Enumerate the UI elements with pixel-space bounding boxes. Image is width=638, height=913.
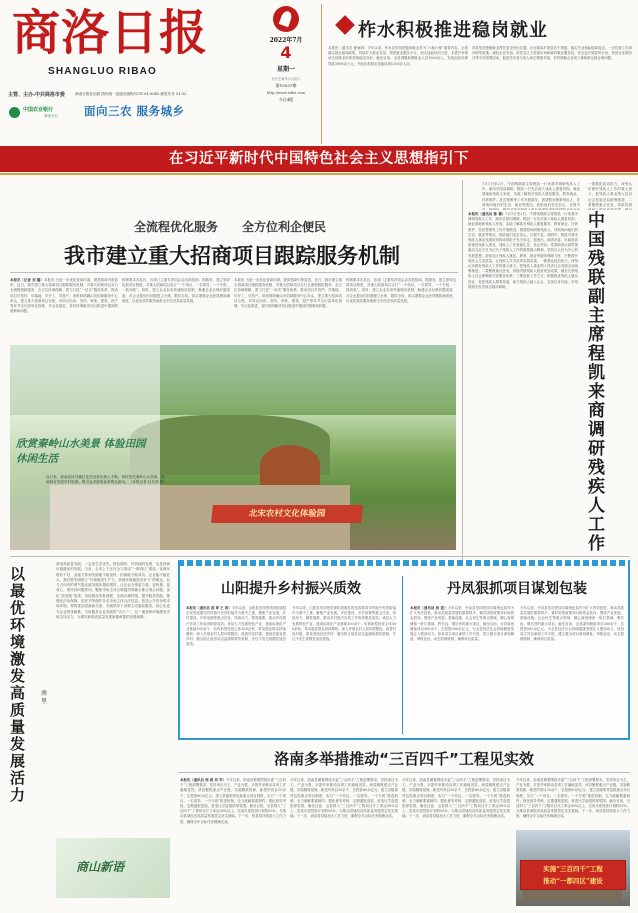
website: http://www.slrbs.com: [267, 91, 305, 95]
top-story-text-2: 该县坚持把稳就业摆在更加突出位置，出台稳岗扩就业若干措施，落实失业保险稳岗返还、一次性留工培训补助等政策，减轻企业负担。依托县人力资源市场和镇村就业服务站，常态化开展春风行动、民营企业服务月等专项招聘活动，促进劳动者与用人单位精准对接，有效缓解企业用工难和群众就业难问题。: [472, 46, 632, 61]
theme-banner-text: 在习近平新时代中国特色社会主义思想指引下: [169, 151, 469, 167]
logo-emblem-icon: [273, 6, 299, 32]
bottom-photo-banner: [520, 860, 626, 890]
date-box: [254, 4, 318, 122]
bottom-text-4: 今年以来，洛南县紧紧围绕市委“三百四千”工程部署要求，坚持项目为王、产业为要，多措并举推动各项工作落地见效。该县聚焦重点产业链，实施精准招商，新签约项目20余个，总投资80余亿元；建立县级领导包抓重点项目制度，实行“一个项目、一名领导、一个专班”推进机制，全力破解要素制约；强化督导考核，定期通报进展，营造比学赶超浓厚氛围。截至目前，全县纳入“三百四千”工程项目开工率达90%以上，完成年度投资计划的55%，为推动县域经济高质量发展奠定坚实基础。下一步，该县将持续加大工作力度，确保全年目标任务圆满完成。: [516, 778, 630, 819]
issue-number: 第10037期: [275, 83, 297, 88]
commentary-logo-text: 商山新语: [76, 860, 125, 874]
bottom-headline: 洛南多举措推动“三百四千”工程见实效: [274, 750, 534, 768]
commentary-author: 南 里: [41, 690, 48, 705]
commentary-text: 商洛高质量发展，一定是生态优先、绿色循环、可持续的发展，也是营商环境最优的发展。当前，全市上下正在全力推动“一都四区”建设，营商环境好不好，直接关系到发展能不能加快、招商能不能成功、企业能不能壮大。我们要牢固树立“环境就是生产力、营商环境就是竞争力”的理念，以刀刃向内的勇气推动政务服务提质增效，让企业办事更方便、更快捷、更省心。要坚持问题导向，聚焦市场主体反映强烈的痛点难点堵点问题，深化“放管服”改革，持续简化审批流程，压缩办理时限，提升服务效能。要强化法治保障，依法平等保护各类市场主体合法权益，营造公平竞争的市场环境。要构建亲清政商关系，各级领导干部要主动靠前服务，真心实意为企业排忧解难，当好服务企业发展的“店小二”，以一流营商环境激发市场主体活力，为谱写商洛高质量发展新篇章提供坚强保障。: [56, 562, 170, 619]
bottom-text-3: 今年以来，洛南县紧紧围绕市委“三百四千”工程部署要求，坚持项目为王、产业为要，多措并举推动各项工作落地见效。该县聚焦重点产业链，实施精准招商，新签约项目20余个，总投资80余亿元；建立县级领导包抓重点项目制度，实行“一个项目、一名领导、一个专班”推进机制，全力破解要素制约；强化督导考核，定期通报进展，营造比学赶超浓厚氛围。截至目前，全县纳入“三百四千”工程项目开工率达90%以上，完成年度投资计划的55%，为推动县域经济高质量发展奠定坚实基础。下一步，该县将持续加大工作力度，确保全年目标任务圆满完成。: [402, 778, 510, 819]
issue-date: 2022年7月: [269, 37, 303, 44]
box-left-headline: 山阳提升乡村振兴质效: [221, 581, 361, 597]
publication-code: 商洛日报社出版 国内统一连续出版物号CN 61-0045 邮发代号 51-32: [75, 92, 187, 96]
lead-text-3: 本报讯 为进一步优化营商环境，提高招商引资质效，近日，我市建立重大招商项目跟踪服务机制，对重大招商项目实行全流程跟踪服务、全方位协调保障，着力打造“一站式”服务体系，推动项目早签约、早落地、早开工、早投产。该机制明确由市招商服务中心牵头，建立重大招商项目台账，对项目洽谈、签约、审批、建设、投产等环节实行清单化管理、节点化推进，及时协调解决项目推进中遇到的困难和问题。: [234, 278, 342, 309]
issue-day: 4: [280, 43, 292, 62]
issue-weekday: 星期一: [276, 66, 295, 73]
box-right-byline: 本报讯（通讯员 杨 波）: [410, 606, 448, 610]
bank-logo-icon: [9, 107, 20, 118]
lead-photo: [10, 345, 456, 550]
bottom-text-1: 本报讯（通讯员 杨 莉 刘 军）今年以来，洛南县紧紧围绕市委“三百四千”工程部署要求，坚持项目为王、产业为要，多措并举推动各项工作落地见效。该县聚焦重点产业链，实施精准招商，新签约项目20余个，总投资80余亿元；建立县级领导包抓重点项目制度，实行“一个项目、一名领导、一个专班”推进机制，全力破解要素制约；强化督导考核，定期通报进展，营造比学赶超浓厚氛围。截至目前，全县纳入“三百四千”工程项目开工率达90%以上，完成年度投资计划的55%，为推动县域经济高质量发展奠定坚实基础。下一步，该县将持续加大工作力度，确保全年目标任务圆满完成。: [180, 778, 286, 824]
bottom-text-2: 今年以来，洛南县紧紧围绕市委“三百四千”工程部署要求，坚持项目为王、产业为要，多措并举推动各项工作落地见效。该县聚焦重点产业链，实施精准招商，新签约项目20余个，总投资80余亿元；建立县级领导包抓重点项目制度，实行“一个项目、一名领导、一个专班”推进机制，全力破解要素制约；强化督导考核，定期通报进展，营造比学赶超浓厚氛围。截至目前，全县纳入“三百四千”工程项目开工率达90%以上，完成年度投资计划的55%，为推动县域经济高质量发展奠定坚实基础。下一步，该县将持续加大工作力度，确保全年目标任务圆满完成。: [290, 778, 398, 819]
lunar-date: 农历壬寅年六月初六: [271, 77, 301, 81]
top-story-headline: 柞水积极推进稳岗就业: [358, 20, 548, 41]
lead-text-4: 机制要求各县区、各部门主要负责同志亲自抓招商、抓服务，建立领导包抓项目制度，对重大招商项目实行“一个项目、一名领导、一个专班、一抓到底”。同时，建立企业诉求快速响应机制，畅通企业反映问题渠道，对企业提出的问题建立台账、限时办结，切实增强企业获得感和满意度，以优质高效服务助推全市经济高质量发展。: [346, 278, 456, 303]
box-right-text-2: 今年以来，丹凤县坚持把项目谋划包装作为扩大有效投资、推动高质量发展的重要抓手，紧盯国家政策导向和资金投向，围绕产业发展、基础设施、社会民生等重点领域，精心谋划储备一批打基础、利长远、增后劲的重大项目。截至目前，全县谋划储备项目300余个，总投资500余亿元，为全县经济社会持续健康发展注入强劲动力。该县成立项目谋划工作专班，建立健全项目谋划储备、审核论证、动态管理机制，确保项目质量。: [520, 606, 624, 642]
page-count: 今日4版: [278, 97, 294, 102]
bottom-photo: [516, 830, 630, 906]
photo-sign: 北宋农村文化体验园: [211, 505, 363, 523]
photo-caption-title: 欣赏秦岭山水美景 体验田园休闲生活: [16, 438, 146, 465]
right-text-top: 7月1日至2日，中国残联副主席程凯一行来我市调研残疾人工作，副市长陪同调研。程凯一行先后深入残疾人康复机构、就业基地和残疾人家庭，实地了解我市残疾人康复服务、教育就业、托养照护、扶贫帮困等工作开展情况，看望慰问困难残疾人，详细询问他们的生活、就业等情况，鼓励他们坚定信心、自强不: [482, 182, 580, 207]
right-text-1: 本报讯（通讯员 陈 谦）7月1日至2日，中国残联副主席程凯一行来我市调研残疾人工作，副市长陪同调研。程凯一行先后深入残疾人康复机构、就业基地和残疾人家庭，实地了解我市残疾人康复服务、教育就业、托养照护、扶贫帮困等工作开展情况，看望慰问困难残疾人，详细询问他们的生活、就业等情况，鼓励他们坚定信心、自强不息。调研中，程凯对我市残疾人事业发展取得的成绩给予充分肯定，他指出，商洛市委、市政府高度重视残疾人事业，残疾人工作基础扎实、亮点突出。希望商洛认真贯彻落实习近平总书记关于残疾人工作的重要指示精神，坚持以人民为中心的发展思想，持续加大残疾人康复、教育、就业等服务保障力度，不断提升残疾人生活质量，让残疾人共享改革发展成果。一要强化政治担当，深刻认识做好残疾人工作的重大意义，把残疾人事业纳入经济社会发展全局统筹推进；二要聚焦重点任务，持续巩固残疾人脱贫攻坚成果，健全完善残疾人社会保障和关爱服务体系；三要创新工作方式，积极推进残疾人就业创业，拓宽残疾人增收渠道，助力残疾人融入社会、实现自身价值。市残联相关负责同志陪同调研。: [468, 212, 578, 289]
lead-text-1: 本报讯（记者 刘 璐）本报讯 为进一步优化营商环境，提高招商引资质效，近日，我市建立重大招商项目跟踪服务机制，对重大招商项目实行全流程跟踪服务、全方位协调保障，着力打造“一站式”服务体系，推动项目早签约、早落地、早开工、早投产。该机制明确由市招商服务中心牵头，建立重大招商项目台账，对项目洽谈、签约、审批、建设、投产等环节实行清单化管理、节点化推进，及时协调解决项目推进中遇到的困难和问题。: [10, 278, 118, 314]
photo-caption-text: 连日来，商南县试马镇红花村农家乐游人不断。该村依托秦岭山水资源，因地制宜发展乡村旅游，吸引众多游客前来观光游玩。（本报记者 杜东岗 摄）: [46, 475, 167, 485]
bottom-photo-caption-2: 推动“一都四区”建设: [543, 877, 603, 885]
right-byline: 本报讯（通讯员 陈 谦）: [468, 212, 506, 216]
bank-name: 中国农业银行: [23, 107, 54, 113]
publisher-line: 主管、主办:中共商洛市委: [8, 92, 65, 98]
masthead-title: 商洛日报: [12, 5, 209, 61]
lead-headline: 我市建立重大招商项目跟踪服务机制: [64, 244, 400, 268]
box-right-text-1: 本报讯（通讯员 杨 波）今年以来，丹凤县坚持把项目谋划包装作为扩大有效投资、推动高质量发展的重要抓手，紧盯国家政策导向和资金投向，围绕产业发展、基础设施、社会民生等重点领域，精心谋划储备一批打基础、利长远、增后劲的重大项目。截至目前，全县谋划储备项目300余个，总投资500余亿元，为全县经济社会持续健康发展注入强劲动力。该县成立项目谋划工作专班，建立健全项目谋划储备、审核论证、动态管理机制，确保项目质量。: [410, 606, 514, 642]
bottom-photo-caption-1: 实施“三百四千”工程: [543, 865, 603, 873]
bottom-byline: 本报讯（通讯员 杨 莉 刘 军）: [180, 778, 226, 782]
commentary-logo: [56, 838, 170, 898]
theme-banner: [0, 146, 638, 172]
box-left-byline: 本报讯（通讯员 胡 坤 王 玥）: [186, 606, 232, 610]
box-right-headline: 丹凤狠抓项目谋划包装: [447, 581, 587, 597]
right-headline: 中国残联副主席程凯来商调研残疾人工作: [588, 211, 605, 554]
bank-slogan: 面向三农 服务城乡: [84, 104, 185, 118]
bank-branch: 商洛分行: [44, 114, 58, 118]
lead-byline: 本报讯（记者 刘 璐）: [10, 278, 44, 282]
commentary-headline: 以最优环境激发高质量发展活力: [10, 565, 26, 804]
box-left-text-2: 今年以来，山阳县坚持把巩固拓展脱贫攻坚成果同乡村振兴有效衔接作为重中之重，聚焦产业发展、乡村建设、乡村治理等重点任务，持续用力、精准施策，推动乡村振兴各项工作取得明显成效。该县大力发展特色产业，建成标准化产业基地100余个，培育新型经营主体300余家，带动脱贫群众持续增收；深入开展农村人居环境整治，改善村容村貌，建设美丽宜居乡村；健全防止返贫动态监测和帮扶机制，守住不发生规模性返贫底线。: [292, 606, 396, 642]
box-left-text-1: 本报讯（通讯员 胡 坤 王 玥）今年以来，山阳县坚持把巩固拓展脱贫攻坚成果同乡村振兴有效衔接作为重中之重，聚焦产业发展、乡村建设、乡村治理等重点任务，持续用力、精准施策，推动乡村振兴各项工作取得明显成效。该县大力发展特色产业，建成标准化产业基地100余个，培育新型经营主体300余家，带动脱贫群众持续增收；深入开展农村人居环境整治，改善村容村貌，建设美丽宜居乡村；健全防止返贫动态监测和帮扶机制，守住不发生规模性返贫底线。: [186, 606, 286, 647]
masthead-pinyin: SHANGLUO RIBAO: [48, 66, 158, 77]
lead-text-2: 机制要求各县区、各部门主要负责同志亲自抓招商、抓服务，建立领导包抓项目制度，对重大招商项目实行“一个项目、一名领导、一个专班、一抓到底”。同时，建立企业诉求快速响应机制，畅通企业反映问题渠道，对企业提出的问题建立台账、限时办结，切实增强企业获得感和满意度，以优质高效服务助推全市经济高质量发展。: [122, 278, 230, 303]
lead-kicker: 全流程优化服务 全方位利企便民: [133, 220, 326, 234]
right-text-2: 一要强化政治担当，深刻认识做好残疾人工作的重大意义，把残疾人事业纳入经济社会发展全局统筹推进；二要聚焦重点任务，持续巩固: [588, 182, 632, 207]
top-story-decoration-icon: [335, 15, 355, 35]
top-story-text-1: 本报讯（通讯员 夏雨明）今年以来，柞水县坚持把稳岗就业作为“六稳六保”重要内容，全面落实援企稳岗政策，持续扩大就业容量，搭建就业服务平台，加大技能培训力度，多措并举推动全县就业形势持续稳定向好。截至目前，全县城镇新增就业人员1600余人，发放创业担保贷款3000余万元，开展各类职业技能培训1200余人次。: [328, 46, 468, 66]
